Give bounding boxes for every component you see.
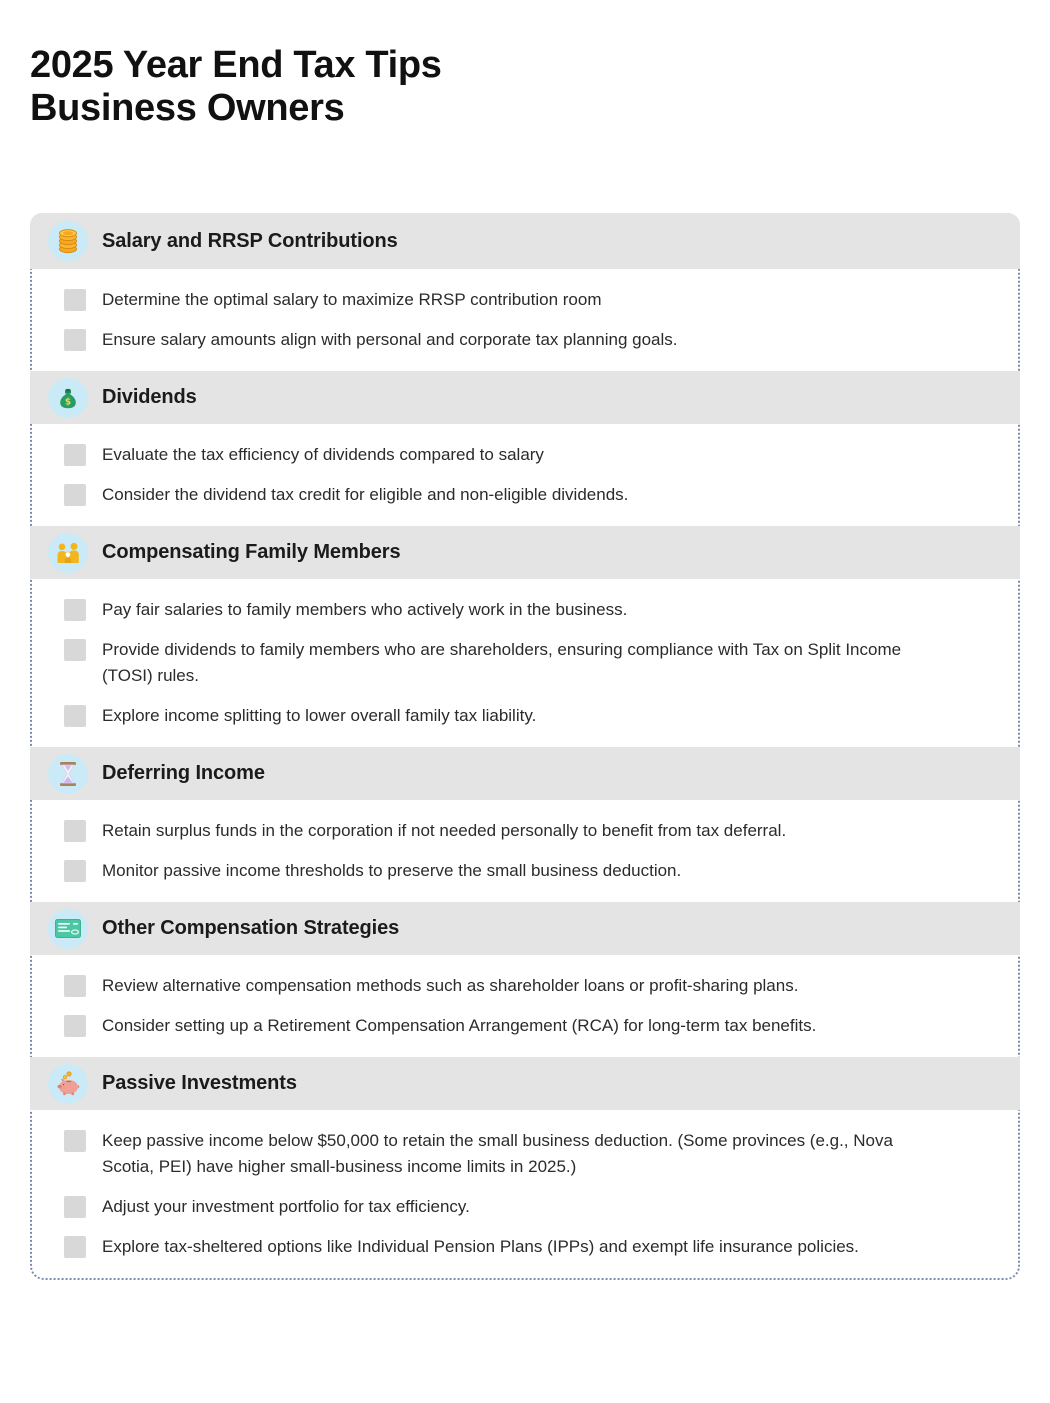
checklist-item <box>32 851 1018 891</box>
tax-tips-checklist-card <box>30 213 1020 1280</box>
svg-text:$: $ <box>64 397 72 408</box>
checklist-item-text: Ensure salary amounts align with personal and corporate tax planning goals. <box>102 330 678 350</box>
section-title: Deferring Income <box>102 762 265 785</box>
page-title <box>30 44 1020 129</box>
checkbox[interactable] <box>64 1130 86 1152</box>
section-header-family-members <box>30 526 1020 579</box>
checklist-item-text: Provide dividends to family members who are shareholders, ensuring compliance with Tax on Split Income (TOSI) rules. <box>102 640 902 686</box>
cheque-icon <box>48 909 88 949</box>
section-title: Compensating Family Members <box>102 541 401 564</box>
checkbox[interactable] <box>64 444 86 466</box>
checklist-item-text: Consider the dividend tax credit for eligible and non-eligible dividends. <box>102 485 629 505</box>
checklist-item-text: Consider setting up a Retirement Compensation Arrangement (RCA) for long-term tax benefits. <box>102 1016 817 1036</box>
coin-stack-icon <box>48 221 88 261</box>
checklist-item-text: Review alternative compensation methods such as shareholder loans or profit-sharing plans. <box>102 976 799 996</box>
section-title: Salary and RRSP Contributions <box>102 229 398 252</box>
section-items <box>32 955 1018 1057</box>
section-family-members <box>32 526 1018 747</box>
checklist-item <box>32 435 1018 475</box>
checklist-item-text: Evaluate the tax efficiency of dividends compared to salary <box>102 445 544 465</box>
checklist-item <box>32 320 1018 360</box>
checklist-item <box>32 1006 1018 1046</box>
checklist-item <box>32 630 1018 696</box>
piggy-bank-icon <box>48 1064 88 1104</box>
family-icon <box>48 533 88 573</box>
checklist-item <box>32 590 1018 630</box>
checkbox[interactable] <box>64 1196 86 1218</box>
section-items <box>32 579 1018 747</box>
section-items <box>32 424 1018 526</box>
checkbox[interactable] <box>64 820 86 842</box>
checklist-item-text: Retain surplus funds in the corporation if not needed personally to benefit from tax deferral. <box>102 821 787 841</box>
checklist-item-text: Explore income splitting to lower overall family tax liability. <box>102 706 537 726</box>
checkbox[interactable] <box>64 975 86 997</box>
checklist-item-text: Keep passive income below $50,000 to retain the small business deduction. (Some provinces (e.g., Nova Scotia, PEI) have higher small-business income limits in 2025.) <box>102 1131 893 1177</box>
page-title-line2: Business Owners <box>30 86 345 129</box>
checklist-item <box>32 1121 1018 1187</box>
checkbox[interactable] <box>64 860 86 882</box>
section-passive-investments <box>32 1057 1018 1278</box>
checkbox[interactable] <box>64 639 86 661</box>
section-header-dividends <box>30 371 1020 424</box>
checkbox[interactable] <box>64 289 86 311</box>
section-header-salary-rrsp <box>30 213 1020 269</box>
section-title: Dividends <box>102 386 197 409</box>
checklist-item-text: Pay fair salaries to family members who actively work in the business. <box>102 600 628 620</box>
checklist-item <box>32 696 1018 736</box>
checkbox[interactable] <box>64 1236 86 1258</box>
checklist-item <box>32 1187 1018 1227</box>
section-deferring-income <box>32 747 1018 902</box>
checklist-item <box>32 811 1018 851</box>
hourglass-icon <box>48 754 88 794</box>
section-items <box>32 269 1018 371</box>
section-header-deferring-income <box>30 747 1020 800</box>
checklist-item-text: Adjust your investment portfolio for tax efficiency. <box>102 1197 470 1217</box>
section-items <box>32 800 1018 902</box>
section-header-other-compensation <box>30 902 1020 955</box>
checklist-item <box>32 966 1018 1006</box>
section-items <box>32 1110 1018 1278</box>
checklist-item-text: Explore tax-sheltered options like Individual Pension Plans (IPPs) and exempt life insurance policies. <box>102 1237 859 1257</box>
checkbox[interactable] <box>64 705 86 727</box>
section-title: Passive Investments <box>102 1072 297 1095</box>
checkbox[interactable] <box>64 1015 86 1037</box>
checkbox[interactable] <box>64 329 86 351</box>
checkbox[interactable] <box>64 484 86 506</box>
checklist-item <box>32 475 1018 515</box>
section-salary-rrsp <box>32 213 1018 371</box>
section-header-passive-investments <box>30 1057 1020 1110</box>
section-title: Other Compensation Strategies <box>102 917 400 940</box>
checkbox[interactable] <box>64 599 86 621</box>
checklist-item-text: Determine the optimal salary to maximize RRSP contribution room <box>102 290 602 310</box>
page-title-line1: 2025 Year End Tax Tips <box>30 44 442 86</box>
checklist-item <box>32 1227 1018 1267</box>
section-other-compensation <box>32 902 1018 1057</box>
section-dividends <box>32 371 1018 526</box>
money-bag-icon <box>48 378 88 418</box>
checklist-item-text: Monitor passive income thresholds to preserve the small business deduction. <box>102 861 682 881</box>
checklist-item <box>32 280 1018 320</box>
